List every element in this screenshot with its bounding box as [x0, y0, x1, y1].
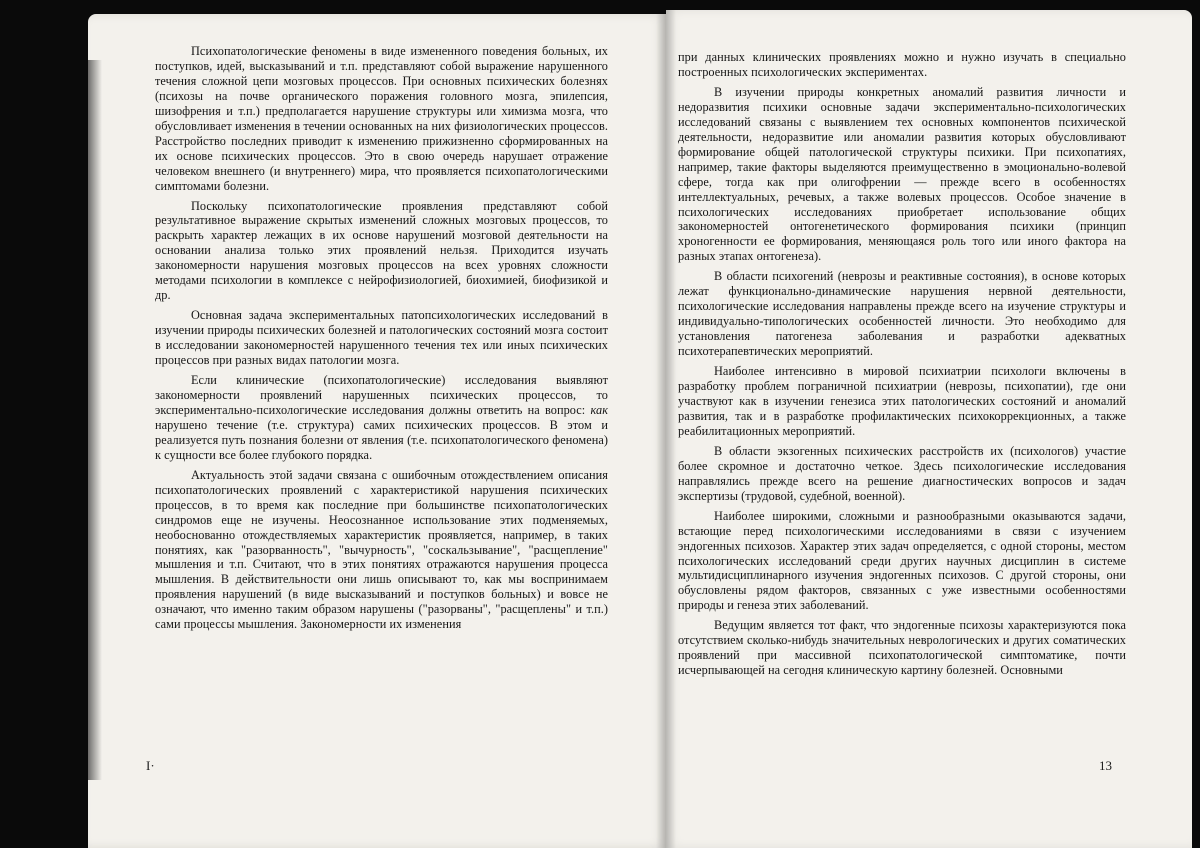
book-gutter: [656, 10, 676, 848]
left-paragraph-5: Актуальность этой задачи связана с ошибочным отождествлением описания психопатологических проявлений с характеристикой нарушения психических процессов, в то время как последние при большинстве психопатологических синдромов еще не изучены. Неосознанное использование этих подменяемых, необоснованно отождествляемых характеристик проявляется, например, в таких понятиях, как "разорванность", "вычурность", "соскальзывание", "расщепление" мышления и т.п. Считают, что в этих понятиях отражаются нарушения процесса мышления. В действительности они лишь описывают то, как мы воспринимаем проявления нарушений (в виде высказываний и поступков больных) и вовсе не означают, что именно таким образом нарушены ("разорваны", "расщеплены" и т.п.) сами процессы мышления. Закономерности их изменения: [155, 468, 608, 632]
left-paragraph-1: Психопатологические феномены в виде измененного поведения больных, их поступков, идей, высказываний и т.п. представляют собой выражение нарушенного течения сложной цепи мозговых процессов. При основных психических болезнях (психозы на почве органического поражения головного мозга, эпилепсия, шизофрения и т.п.) предполагается нарушение структуры или химизма мозга, что обусловливает изменения в течении основанных на них физиологических процессов. Расстройство последних приводит к изменению прижизненно сформированных на их основе психических процессов. Это в свою очередь нарушает отражение человеком внешнего (и внутреннего) мира, что проявляется психопатологическими симптомами болезни.: [155, 44, 608, 194]
left-paragraph-4-emphasis: как: [591, 403, 609, 417]
left-paragraph-4: [155, 373, 608, 463]
right-paragraph-2: В изучении природы конкретных аномалий развития личности и недоразвития психики основные задачи экспериментально-психологических исследований связаны с выявлением тех основных компонентов психической деятельности, недоразвитие или аномалии развития которых обусловливают формирование общей патологической структуры психики. При психопатиях, например, такие факторы выделяются преимущественно в эмоционально-волевой сфере, тогда как при олигофрении — прежде всего в особенностях интеллектуальных, речевых, а также волевых процессов. Особое значение в психологических исследованиях приобретает использование общих закономерностей онтогенетического формирования психики (принцип хроногенности ее формирования, меняющаяся роль того или иного фактора на разных этапах онтогенеза).: [678, 85, 1126, 264]
right-paragraph-1: при данных клинических проявлениях можно и нужно изучать в специально построенных психологических экспериментах.: [678, 50, 1126, 80]
right-paragraph-3: В области психогений (неврозы и реактивные состояния), в основе которых лежат функционально-динамические нарушения нервной деятельности, психологические исследования направлены прежде всего на изучение структуры и индивидуально-типологических особенностей личности. Это необходимо для установления патогенеза заболевания и разработки адекватных психотерапевтических мероприятий.: [678, 269, 1126, 359]
left-page-number: I·: [146, 758, 155, 774]
right-page-number: 13: [1099, 758, 1112, 774]
right-paragraph-7: Ведущим является тот факт, что эндогенные психозы характеризуются пока отсутствием сколько-нибудь значительных неврологических и других соматических проявлений при массивной психопатологической симптоматике, почти исчерпывающей на сегодня клиническую картину болезней. Основными: [678, 618, 1126, 678]
left-paragraph-3: Основная задача экспериментальных патопсихологических исследований в изучении природы психических болезней и патологических состояний мозга состоит в исследовании закономерностей нарушенного течения тех или иных психических процессов при разных видах патологии мозга.: [155, 308, 608, 368]
right-text-column: [678, 50, 1126, 683]
right-paragraph-4: Наиболее интенсивно в мировой психиатрии психологи включены в разработку проблем пограничной психиатрии (неврозы, психопатии), где они участвуют как в изучении генезиса этих патологических состояний и аномалий развития, так и в разработке профилактических психокоррекционных, а также реабилитационных мероприятий.: [678, 364, 1126, 439]
left-paragraph-2: Поскольку психопатологические проявления представляют собой результативное выражение скрытых изменений сложных мозговых процессов, то раскрыть характер лежащих в их основе нарушений мозговой деятельности на основании анализа только этих проявлений нельзя. Приходится изучать закономерности нарушения мозговых процессов на всех уровнях сложности методами психологии в комплексе с нейрофизиологией, биохимией, биофизикой и др.: [155, 199, 608, 304]
left-paragraph-4-lead: Если клинические (психопатологические) исследования выявляют закономерности проявлений нарушенных психических процессов, то экспериментально-психологические исследования должны ответить на вопрос:: [155, 373, 608, 417]
book-spread: [0, 0, 1200, 848]
right-paragraph-6: Наиболее широкими, сложными и разнообразными оказываются задачи, встающие перед психологическими исследованиями в связи с изучением эндогенных психозов. Характер этих задач определяется, с одной стороны, местом психологических исследований среди других научных дисциплин в системе мультидисциплинарного изучения эндогенных психозов. С другой стороны, они обусловлены рядом факторов, связанных с уже известными особенностями природы и генеза этих заболеваний.: [678, 509, 1126, 614]
left-text-column: [155, 44, 608, 637]
left-page-shadow: [88, 60, 102, 780]
left-paragraph-4-tail: нарушено течение (т.е. структура) самих психических процессов. В этом и реализуется путь познания болезни от явления (т.е. психопатологического феномена) к сущности все более глубокого порядка.: [155, 418, 608, 462]
right-paragraph-5: В области экзогенных психических расстройств их (психологов) участие более скромное и достаточно четкое. Здесь психологические исследования направлялись прежде всего на решение диагностических вопросов и задач экспертизы (трудовой, судебной, военной).: [678, 444, 1126, 504]
